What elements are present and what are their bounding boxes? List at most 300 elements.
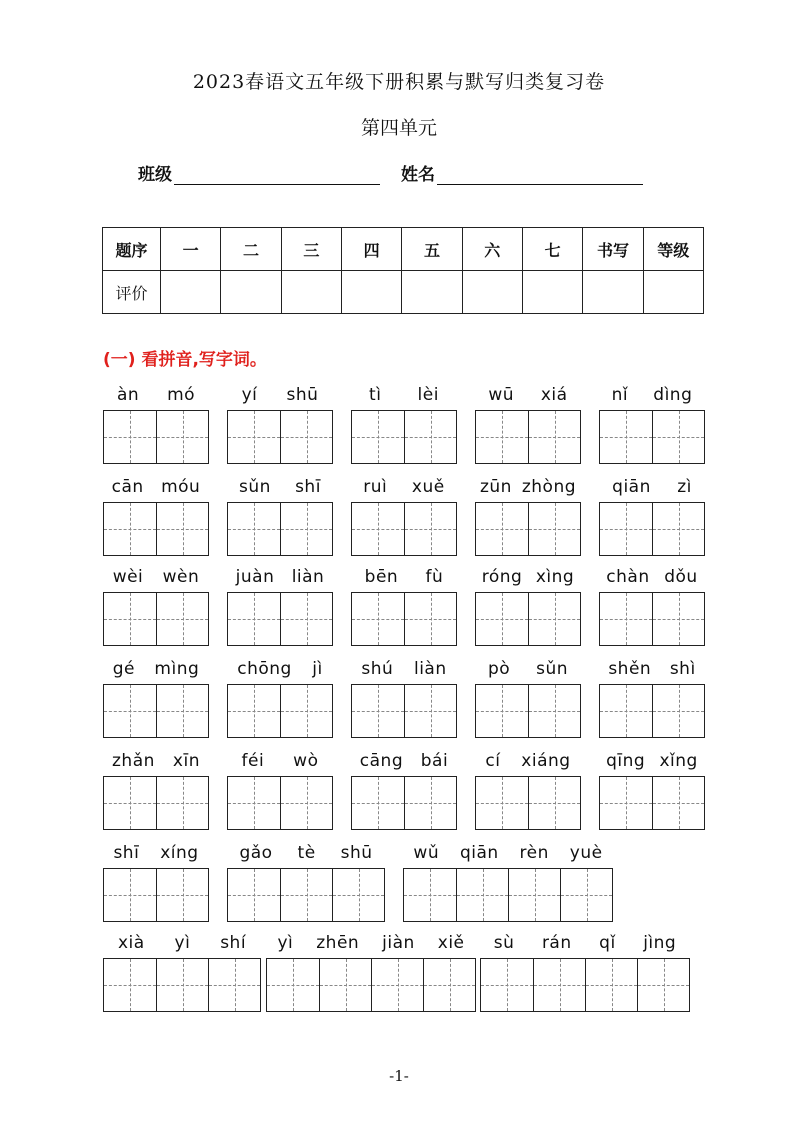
writing-cell[interactable] (528, 411, 580, 463)
tianzige-box (103, 502, 209, 556)
guide-line-vertical (254, 411, 255, 463)
score-eval-row (103, 271, 704, 314)
page-number: -1- (389, 1067, 409, 1085)
pinyin-syllable: shī (295, 477, 321, 497)
guide-line-vertical (378, 503, 379, 555)
writing-cell[interactable] (481, 959, 533, 1011)
writing-cell[interactable] (104, 685, 156, 737)
guide-line-vertical (346, 959, 347, 1011)
score-input-cell[interactable] (583, 271, 643, 314)
word-group (351, 384, 457, 464)
tianzige-box (103, 592, 209, 646)
guide-line-vertical (183, 959, 184, 1011)
pinyin-syllable: dǒu (664, 567, 698, 587)
writing-cell[interactable] (476, 503, 528, 555)
pinyin-syllable: xiě (437, 933, 465, 953)
guide-line-vertical (555, 411, 556, 463)
writing-cell[interactable] (228, 777, 280, 829)
pinyin-row (227, 658, 333, 680)
score-cell: 等级 (643, 228, 703, 271)
guide-line-vertical (679, 503, 680, 555)
pinyin-syllable: juàn (235, 567, 275, 587)
pinyin-syllable: rèn (519, 843, 549, 863)
writing-cell[interactable] (528, 777, 580, 829)
guide-line-vertical (502, 685, 503, 737)
pinyin-row (103, 476, 209, 498)
score-input-cell[interactable] (643, 271, 703, 314)
writing-cell[interactable] (156, 777, 208, 829)
pinyin-syllable: xǐng (659, 751, 698, 771)
writing-cell[interactable] (404, 685, 456, 737)
name-label: 姓名 (401, 165, 435, 185)
word-group (403, 842, 613, 922)
pinyin-syllable: shì (669, 659, 696, 679)
pinyin-syllable: zūn (479, 477, 512, 497)
writing-cell[interactable] (156, 869, 208, 921)
writing-cell[interactable] (332, 869, 384, 921)
pinyin-syllable: yuè (569, 843, 603, 863)
tianzige-box (475, 502, 581, 556)
guide-line-vertical (560, 959, 561, 1011)
pinyin-syllable: zhēn (316, 933, 360, 953)
tianzige-box (351, 592, 457, 646)
guide-line-vertical (679, 685, 680, 737)
pinyin-syllable: qīng (606, 751, 646, 771)
pinyin-row (599, 566, 705, 588)
guide-line-vertical (130, 503, 131, 555)
word-group (227, 566, 333, 646)
score-cell: 书写 (583, 228, 643, 271)
pinyin-syllable: cí (485, 751, 501, 771)
pinyin-syllable: xíng (160, 843, 199, 863)
guide-line-vertical (130, 869, 131, 921)
writing-cell[interactable] (528, 593, 580, 645)
word-group (227, 750, 333, 830)
guide-line-vertical (679, 411, 680, 463)
writing-cell[interactable] (652, 593, 704, 645)
writing-cell[interactable] (476, 411, 528, 463)
writing-cell[interactable] (404, 869, 456, 921)
word-group (103, 658, 209, 738)
score-input-cell[interactable] (522, 271, 582, 314)
writing-cell[interactable] (156, 685, 208, 737)
guide-line-vertical (431, 685, 432, 737)
writing-cell[interactable] (456, 869, 508, 921)
guide-line-vertical (378, 777, 379, 829)
guide-line-vertical (378, 593, 379, 645)
guide-line-vertical (398, 959, 399, 1011)
writing-cell[interactable] (208, 959, 260, 1011)
tianzige-box (103, 776, 209, 830)
pinyin-syllable: qǐ (599, 933, 616, 953)
pinyin-syllable: xuě (411, 477, 445, 497)
guide-line-vertical (626, 593, 627, 645)
writing-cell[interactable] (352, 503, 404, 555)
pinyin-syllable: qiān (459, 843, 499, 863)
guide-line-vertical (502, 593, 503, 645)
word-group (103, 476, 209, 556)
writing-cell[interactable] (280, 777, 332, 829)
tianzige-box (599, 502, 705, 556)
writing-cell[interactable] (228, 503, 280, 555)
pinyin-syllable: sù (493, 933, 515, 953)
guide-line-vertical (359, 869, 360, 921)
tianzige-box (103, 684, 209, 738)
writing-cell[interactable] (280, 685, 332, 737)
pinyin-row (599, 658, 705, 680)
writing-cell[interactable] (652, 777, 704, 829)
guide-line-vertical (183, 411, 184, 463)
pinyin-syllable: xìng (535, 567, 575, 587)
guide-line-vertical (507, 959, 508, 1011)
writing-cell[interactable] (280, 503, 332, 555)
pinyin-syllable: shú (361, 659, 394, 679)
writing-cell[interactable] (508, 869, 560, 921)
guide-line-vertical (183, 869, 184, 921)
writing-cell[interactable] (104, 869, 156, 921)
word-group (475, 750, 581, 830)
tianzige-box (103, 868, 209, 922)
word-group (103, 932, 261, 1012)
pinyin-row (351, 476, 457, 498)
pinyin-row (351, 750, 457, 772)
class-blank[interactable] (174, 166, 380, 185)
tianzige-box (227, 868, 385, 922)
writing-cell[interactable] (319, 959, 371, 1011)
pinyin-row (475, 658, 581, 680)
writing-cell[interactable] (104, 777, 156, 829)
pinyin-syllable: shī (113, 843, 140, 863)
pinyin-syllable: fù (425, 567, 444, 587)
writing-cell[interactable] (528, 685, 580, 737)
pinyin-syllable: zhòng (521, 477, 577, 497)
pinyin-syllable: pò (487, 659, 511, 679)
pinyin-syllable: dìng (653, 385, 693, 405)
pinyin-syllable: xīn (172, 751, 200, 771)
guide-line-vertical (307, 685, 308, 737)
guide-line-vertical (254, 777, 255, 829)
pinyin-syllable: gé (112, 659, 135, 679)
unit-title: 第四单元 (360, 117, 437, 139)
page-title: 2023春语文五年级下册积累与默写归类复习卷 (192, 71, 606, 93)
guide-line-vertical (431, 593, 432, 645)
pinyin-syllable: sǔn (239, 477, 271, 497)
writing-cell[interactable] (352, 593, 404, 645)
tianzige-box (351, 776, 457, 830)
guide-line-vertical (502, 411, 503, 463)
pinyin-syllable: àn (116, 385, 140, 405)
tianzige-box (103, 410, 209, 464)
word-group (103, 842, 209, 922)
word-group (227, 842, 385, 922)
guide-line-vertical (535, 869, 536, 921)
pinyin-row (103, 932, 261, 954)
word-group (480, 932, 690, 1012)
guide-line-vertical (431, 411, 432, 463)
name-field (401, 160, 643, 185)
pinyin-row (599, 750, 705, 772)
word-group (351, 750, 457, 830)
pinyin-row (227, 476, 333, 498)
writing-cell[interactable] (156, 959, 208, 1011)
pinyin-syllable: wū (488, 385, 515, 405)
pinyin-syllable: zhǎn (112, 751, 155, 771)
writing-cell[interactable] (652, 503, 704, 555)
word-group (351, 658, 457, 738)
pinyin-syllable: chàn (606, 567, 650, 587)
score-cell: 六 (462, 228, 522, 271)
pinyin-syllable: cān (111, 477, 144, 497)
writing-cell[interactable] (228, 593, 280, 645)
guide-line-vertical (483, 869, 484, 921)
pinyin-syllable: yì (174, 933, 191, 953)
pinyin-syllable: bēn (364, 567, 399, 587)
section-heading: (一) 看拼音,写字词。 (103, 350, 267, 370)
writing-cell[interactable] (280, 411, 332, 463)
pinyin-syllable: yí (241, 385, 258, 405)
pinyin-row (103, 842, 209, 864)
writing-cell[interactable] (156, 593, 208, 645)
pinyin-syllable: bái (420, 751, 449, 771)
score-input-cell[interactable] (402, 271, 462, 314)
tianzige-box (599, 592, 705, 646)
writing-cell[interactable] (600, 503, 652, 555)
guide-line-vertical (130, 777, 131, 829)
guide-line-vertical (254, 593, 255, 645)
class-label: 班级 (138, 165, 172, 185)
writing-cell[interactable] (404, 593, 456, 645)
pinyin-syllable: xiá (540, 385, 568, 405)
writing-cell[interactable] (352, 411, 404, 463)
pinyin-syllable: mó (167, 385, 196, 405)
guide-line-vertical (183, 685, 184, 737)
guide-line-vertical (307, 593, 308, 645)
guide-line-vertical (293, 959, 294, 1011)
pinyin-syllable: yì (277, 933, 294, 953)
writing-cell[interactable] (637, 959, 689, 1011)
word-group (475, 658, 581, 738)
word-group (227, 658, 333, 738)
writing-cell[interactable] (352, 685, 404, 737)
pinyin-syllable: shū (286, 385, 319, 405)
guide-line-vertical (502, 777, 503, 829)
class-field (138, 160, 380, 185)
score-input-cell[interactable] (341, 271, 401, 314)
word-group (103, 384, 209, 464)
score-cell: 三 (281, 228, 341, 271)
guide-line-vertical (130, 959, 131, 1011)
pinyin-row (480, 932, 690, 954)
guide-line-vertical (555, 503, 556, 555)
writing-cell[interactable] (104, 593, 156, 645)
word-group (599, 750, 705, 830)
pinyin-syllable: sǔn (536, 659, 569, 679)
writing-cell[interactable] (104, 959, 156, 1011)
score-cell: 七 (522, 228, 582, 271)
word-group (475, 384, 581, 464)
guide-line-vertical (679, 593, 680, 645)
writing-cell[interactable] (404, 503, 456, 555)
pinyin-row (351, 566, 457, 588)
writing-cell[interactable] (600, 685, 652, 737)
guide-line-vertical (254, 869, 255, 921)
guide-line-vertical (450, 959, 451, 1011)
tianzige-box (227, 592, 333, 646)
word-group (599, 476, 705, 556)
guide-line-vertical (378, 685, 379, 737)
tianzige-box (227, 502, 333, 556)
tianzige-box (351, 502, 457, 556)
word-group (227, 384, 333, 464)
pinyin-syllable: liàn (413, 659, 447, 679)
word-group (599, 384, 705, 464)
pinyin-row (475, 476, 581, 498)
tianzige-box (599, 776, 705, 830)
guide-line-vertical (307, 777, 308, 829)
writing-cell[interactable] (533, 959, 585, 1011)
guide-line-vertical (555, 777, 556, 829)
tianzige-box (351, 684, 457, 738)
guide-line-vertical (183, 503, 184, 555)
writing-cell[interactable] (156, 503, 208, 555)
pinyin-syllable: wèn (162, 567, 200, 587)
guide-line-vertical (130, 593, 131, 645)
pinyin-syllable: cāng (359, 751, 404, 771)
pinyin-syllable: wèi (112, 567, 144, 587)
pinyin-row (475, 750, 581, 772)
pinyin-syllable: jìng (643, 933, 677, 953)
tianzige-box (480, 958, 690, 1012)
word-group (227, 476, 333, 556)
guide-line-vertical (235, 959, 236, 1011)
writing-cell[interactable] (156, 411, 208, 463)
tianzige-box (227, 776, 333, 830)
writing-cell[interactable] (423, 959, 475, 1011)
writing-cell[interactable] (652, 411, 704, 463)
tianzige-box (103, 958, 261, 1012)
pinyin-syllable: jì (312, 659, 323, 679)
writing-cell[interactable] (476, 777, 528, 829)
writing-cell[interactable] (228, 685, 280, 737)
writing-cell[interactable] (352, 777, 404, 829)
guide-line-vertical (626, 777, 627, 829)
guide-line-vertical (431, 777, 432, 829)
pinyin-row (599, 384, 705, 406)
pinyin-row (266, 932, 476, 954)
writing-cell[interactable] (476, 685, 528, 737)
pinyin-row (227, 750, 333, 772)
guide-line-vertical (555, 685, 556, 737)
writing-cell[interactable] (404, 411, 456, 463)
pinyin-syllable: rán (541, 933, 572, 953)
word-group (475, 476, 581, 556)
pinyin-syllable: róng (481, 567, 523, 587)
score-input-cell[interactable] (462, 271, 522, 314)
tianzige-box (475, 410, 581, 464)
pinyin-syllable: ruì (363, 477, 388, 497)
score-cell: 一 (161, 228, 221, 271)
pinyin-syllable: gǎo (239, 843, 273, 863)
name-blank[interactable] (437, 166, 643, 185)
writing-cell[interactable] (585, 959, 637, 1011)
pinyin-syllable: mìng (154, 659, 200, 679)
tianzige-box (475, 592, 581, 646)
guide-line-vertical (254, 685, 255, 737)
writing-cell[interactable] (528, 503, 580, 555)
writing-cell[interactable] (280, 869, 332, 921)
pinyin-syllable: shū (340, 843, 373, 863)
pinyin-syllable: jiàn (382, 933, 415, 953)
score-eval-label: 评价 (103, 271, 161, 314)
writing-cell[interactable] (371, 959, 423, 1011)
writing-cell[interactable] (600, 777, 652, 829)
word-group (351, 566, 457, 646)
pinyin-row (103, 750, 209, 772)
pinyin-row (103, 658, 209, 680)
score-input-cell[interactable] (221, 271, 281, 314)
pinyin-row (599, 476, 705, 498)
tianzige-box (227, 684, 333, 738)
guide-line-vertical (130, 411, 131, 463)
writing-cell[interactable] (104, 503, 156, 555)
pinyin-syllable: móu (161, 477, 201, 497)
writing-cell[interactable] (104, 411, 156, 463)
pinyin-row (227, 384, 333, 406)
tianzige-box (599, 684, 705, 738)
score-cell: 二 (221, 228, 281, 271)
pinyin-row (351, 384, 457, 406)
pinyin-syllable: tì (369, 385, 382, 405)
pinyin-syllable: xiáng (521, 751, 571, 771)
score-cell: 题序 (103, 228, 161, 271)
guide-line-vertical (679, 777, 680, 829)
word-group (266, 932, 476, 1012)
writing-cell[interactable] (652, 685, 704, 737)
pinyin-row (227, 842, 385, 864)
guide-line-vertical (626, 685, 627, 737)
writing-cell[interactable] (228, 869, 280, 921)
tianzige-box (351, 410, 457, 464)
writing-cell[interactable] (600, 411, 652, 463)
pinyin-syllable: féi (241, 751, 265, 771)
guide-line-vertical (378, 411, 379, 463)
pinyin-syllable: chōng (237, 659, 292, 679)
writing-cell[interactable] (600, 593, 652, 645)
pinyin-row (103, 566, 209, 588)
pinyin-row (475, 384, 581, 406)
pinyin-syllable: qiān (612, 477, 651, 497)
score-input-cell[interactable] (281, 271, 341, 314)
writing-cell[interactable] (228, 411, 280, 463)
guide-line-vertical (183, 593, 184, 645)
writing-cell[interactable] (267, 959, 319, 1011)
pinyin-syllable: wò (293, 751, 319, 771)
score-cell: 四 (341, 228, 401, 271)
writing-cell[interactable] (280, 593, 332, 645)
score-table (102, 227, 704, 314)
word-group (351, 476, 457, 556)
writing-cell[interactable] (560, 869, 612, 921)
guide-line-vertical (307, 869, 308, 921)
pinyin-syllable: liàn (291, 567, 325, 587)
guide-line-vertical (626, 411, 627, 463)
guide-line-vertical (307, 503, 308, 555)
score-input-cell[interactable] (161, 271, 221, 314)
writing-cell[interactable] (476, 593, 528, 645)
tianzige-box (475, 684, 581, 738)
writing-cell[interactable] (404, 777, 456, 829)
guide-line-vertical (183, 777, 184, 829)
